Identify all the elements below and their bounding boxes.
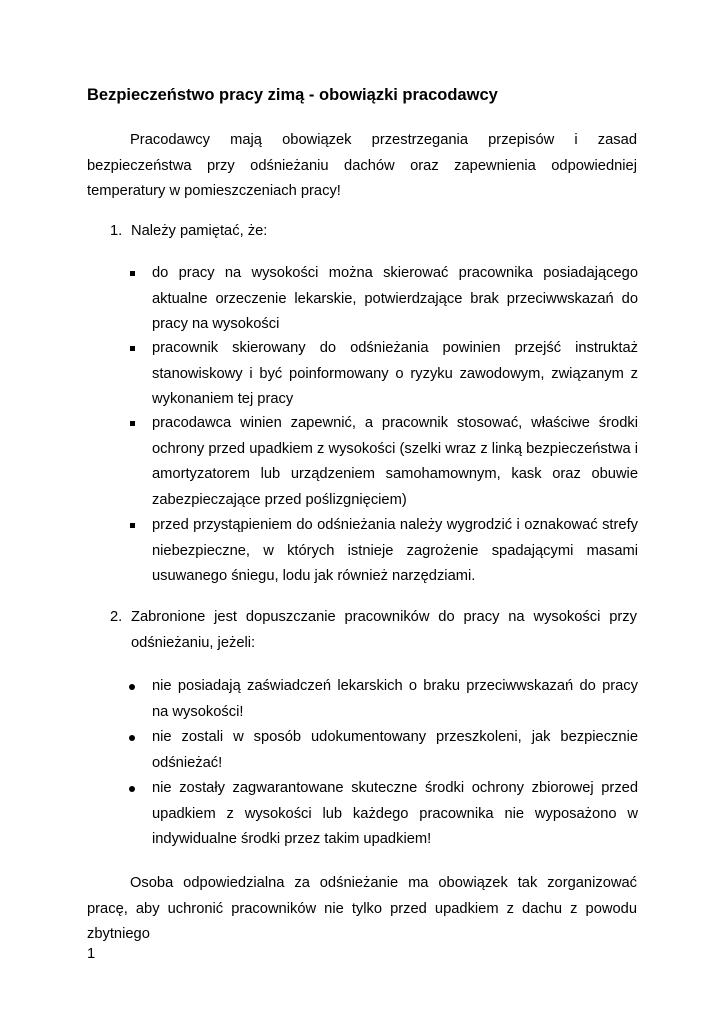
page-number: 1: [87, 946, 96, 962]
item-heading: Zabronione jest dopuszczanie pracowników do pracy na wysokości przy odśnieżaniu, jeżeli:: [131, 609, 637, 651]
list-item-text: przed przystąpieniem do odśnieżania należy wygrodzić i oznakować strefy niebezpieczne, w których istnieje zagrożenie spadającymi masami usuwanego śniegu, lodu jak również narzędziami.: [152, 517, 638, 584]
item-number: 2.: [110, 609, 123, 625]
list-item-text: pracownik skierowany do odśnieżania powinien przejść instruktaż stanowiskowy i być poinformowany o ryzyku zawodowym, związanym z wykonaniem tej pracy: [152, 340, 638, 407]
list-item-text: pracodawca winien zapewnić, a pracownik stosować, właściwe środki ochrony przed upadkiem z wysokości (szelki wraz z linką bezpieczeństwa i amortyzatorem lub urządzeniem samohamownym, kask oraz obuwie zabezpieczające przed poślizgnięciem): [152, 415, 638, 508]
list-item-text: do pracy na wysokości można skierować pracownika posiadającego aktualne orzeczenie lekarskie, potwierdzające brak przeciwwskazań do pracy na wysokości: [152, 265, 638, 332]
intro-paragraph: Pracodawcy mają obowiązek przestrzegania przepisów i zasad bezpieczeństwa przy odśnieżaniu dachów oraz zapewnienia odpowiedniej temperatury w pomieszczeniach pracy!: [87, 132, 637, 199]
item-number: 1.: [110, 223, 123, 239]
list-item-text: nie zostały zagwarantowane skuteczne środki ochrony zbiorowej przed upadkiem z wysokości lub każdego pracownika nie wyposażono w indywidualne środki przez takim upadkiem!: [152, 780, 638, 847]
page-title: Bezpieczeństwo pracy zimą - obowiązki pracodawcy: [87, 86, 498, 104]
item-heading: Należy pamiętać, że:: [131, 223, 268, 239]
list-item-text: nie zostali w sposób udokumentowany przeszkoleni, jak bezpiecznie odśnieżać!: [152, 729, 638, 771]
closing-paragraph: Osoba odpowiedzialna za odśnieżanie ma obowiązek tak zorganizować pracę, aby uchronić pracowników nie tylko przed upadkiem z dachu z powodu zbytniego: [87, 875, 637, 942]
list-item-text: nie posiadają zaświadczeń lekarskich o braku przeciwwskazań do pracy na wysokości!: [152, 678, 638, 720]
